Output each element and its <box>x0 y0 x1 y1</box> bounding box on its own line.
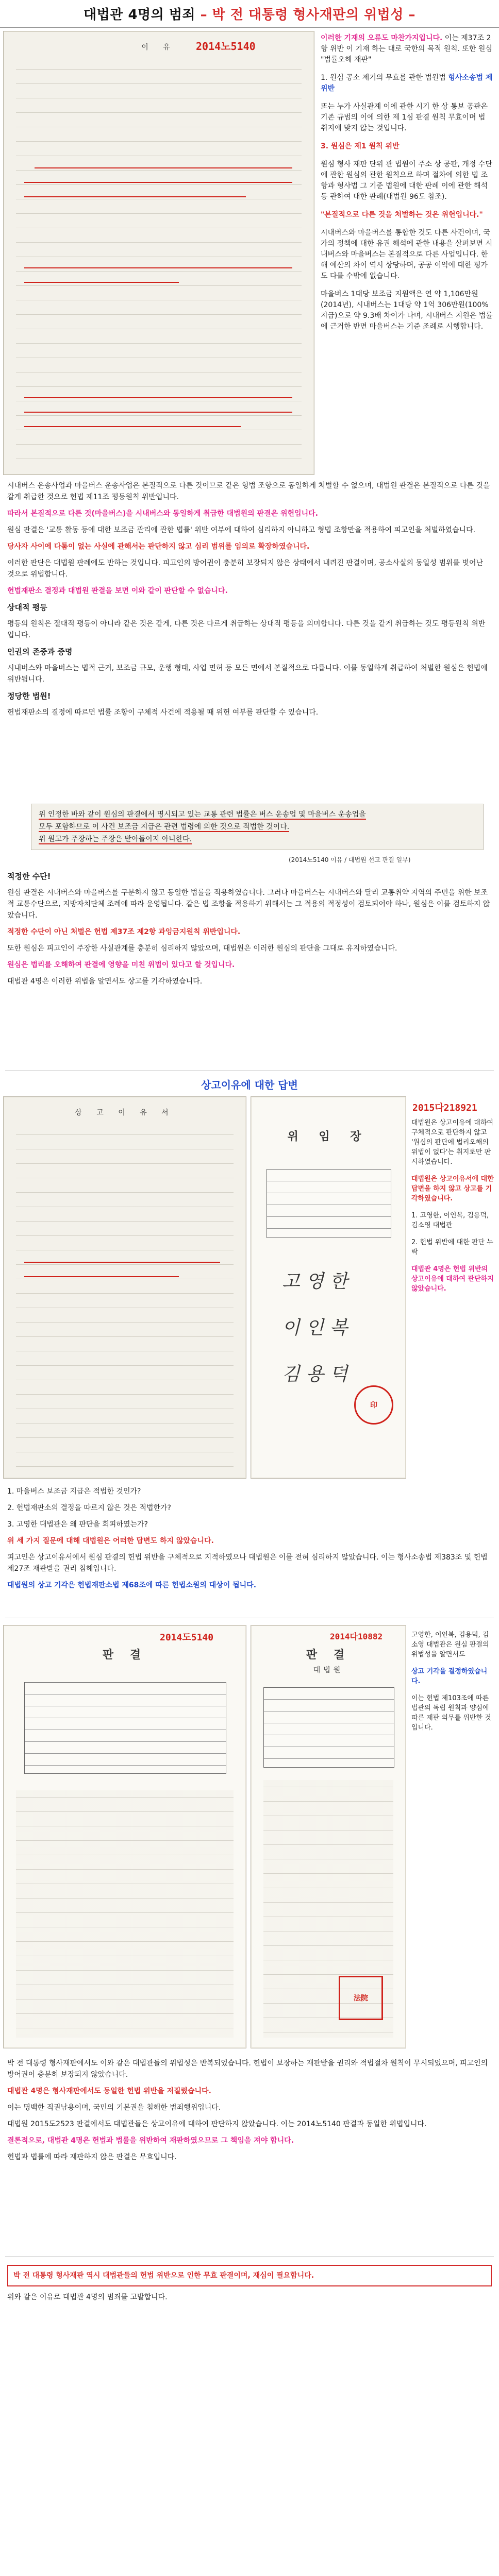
judgment-row <box>264 1711 394 1723</box>
para12-text2: 헌법과 법률에 따라 재판하지 않은 판결은 무효입니다. <box>7 2153 177 2161</box>
side-p1 <box>321 33 494 65</box>
quote-line-1: 위 인정한 바와 같이 원심의 판결에서 명시되고 있는 교통 관련 법률은 버스 운송업 및 마을버스 운송업을 <box>39 810 366 819</box>
side-column-1 <box>321 33 494 340</box>
para5-text: 시내버스와 마을버스는 법적 근거, 보조금 규모, 운행 형태, 사업 면허 등 모든 면에서 본질적으로 다릅니다. 이를 동일하게 취급하여 처벌한 원심은 헌법에 위반됩니다. <box>7 664 488 684</box>
judgment-row <box>264 1700 394 1711</box>
judgment-right-court: 대법원 <box>313 1666 344 1674</box>
judgment-row <box>264 1723 394 1735</box>
judgment-left-table <box>24 1682 226 1774</box>
judgment-row <box>25 1694 226 1706</box>
side-p4: 3. 원심은 제1 원칙 위반 <box>321 142 400 150</box>
para11-text: 박 전 대통령 형사재판에서도 이와 같은 대법관들의 위법성은 반복되었습니다. 헌법이 보장하는 재판받을 권리와 적법절차 원칙이 무시되었으며, 피고인의 방어권이 충분히 보장되지 않았습니다. <box>7 2059 488 2079</box>
footer-red-box: 박 전 대통령 형사재판 역시 대법관들의 헌법 위반으로 인한 무효 판결이며, 재심이 필요합니다. <box>7 2265 492 2286</box>
body-section-2 <box>7 871 492 992</box>
highlight-line-5 <box>24 282 179 283</box>
poa-table <box>267 1169 391 1238</box>
body-section-3 <box>7 1486 492 1596</box>
side-p1-pink: 이러한 기재의 오류도 마찬가지입니다. <box>321 34 443 42</box>
scanned-power-of-attorney <box>251 1096 406 1479</box>
poa-row <box>267 1181 391 1193</box>
highlight-line-8 <box>24 426 241 427</box>
highlight-line-7 <box>24 412 292 413</box>
judgment-row <box>25 1718 226 1730</box>
side3-blue: 상고 기각을 결정하였습니다. <box>411 1668 488 1685</box>
official-seal: 印 <box>354 1385 393 1425</box>
side2-red: 대법원은 상고이유서에 대한 답변을 하지 않고 상고를 기각하였습니다. <box>411 1175 494 1202</box>
court-stamp: 法院 <box>339 1976 383 2020</box>
footer-section <box>7 2265 492 2308</box>
judgment-right-table <box>263 1687 394 1768</box>
judgment-row <box>25 1730 226 1742</box>
para12-pink: 결론적으로, 대법관 4명은 헌법과 법률을 위반하여 재판하였으므로 그 책임을 져야 합니다. <box>7 2137 294 2145</box>
para2-red: 당사자 사이에 다툼이 없는 사실에 관해서는 판단하지 않고 심리 범위를 임의로 확장하였습니다. <box>7 543 310 551</box>
question-2: 2. 헌법재판소의 결정을 따르지 않은 것은 적법한가? <box>7 1504 171 1512</box>
poa-heading: 위 임 장 <box>287 1130 370 1143</box>
para1-text: 시내버스 운송사업과 마을버스 운송사업은 본질적으로 다른 것이므로 같은 형법 조항으로 동일하게 처벌할 수 없으며, 대법원 판결은 본질적으로 다른 것을 같게 취급한 것으로 헌법 제11조 평등원칙 위반입니다. <box>7 482 490 501</box>
para6-text: 헌법재판소의 결정에 따르면 법률 조항이 구체적 사건에 적용될 때 위헌 여부를 판단할 수 있습니다. <box>7 708 319 717</box>
appeal-highlight-2 <box>24 1276 179 1277</box>
highlight-line-4 <box>24 267 292 268</box>
quoted-ruling-box <box>31 804 484 850</box>
scan-text-lines <box>16 62 302 464</box>
judgment-row <box>264 1759 394 1770</box>
judgment-row <box>25 1706 226 1718</box>
poa-row <box>267 1193 391 1205</box>
side-p2-blue: 형사소송법 제 위반 <box>321 74 493 93</box>
appeal-brief-heading: 상 고 이 유 서 <box>75 1109 175 1117</box>
para8-text2: 대법관 4명은 이러한 위법을 알면서도 상고를 기각하였습니다. <box>7 977 203 986</box>
side-column-2 <box>411 1118 494 1301</box>
highlight-line-3 <box>24 196 246 197</box>
para11-text2: 이는 명백한 직권남용이며, 국민의 기본권을 침해한 범죄행위입니다. <box>7 2104 221 2112</box>
judgment-right-case: 2014다10882 <box>330 1632 383 1641</box>
side-p7: 마을버스 1대당 보조금 지원액은 연 약 1,106만원(2014년), 시내버스는 1대당 약 1억 306만원(100% 지급)으로 약 9.3배 차이가 나며, 시내버스 지원은 법률에 근거한 반면 마을버스는 기준 조례로 시행합니다. <box>321 290 493 331</box>
para8-pink: 원심은 법리를 오해하여 판결에 영향을 미친 위법이 있다고 할 것입니다. <box>7 961 235 969</box>
title-main: 대법관 4명의 범죄 <box>84 7 196 23</box>
poa-row <box>267 1229 391 1240</box>
para7-text: 원심 판결은 시내버스와 마을버스를 구분하지 않고 동일한 법률을 적용하였습니다. 그러나 마을버스는 시내버스와 달리 교통취약 지역의 주민을 위한 보조적 교통수단으로, 지방자치단체 조례에 따라 운영됩니다. 같은 법 조항을 적용하기 위해서는 그 적용의 적정성이 검토되어야 하나, 원심은 이를 검토하지 않았습니다. <box>7 889 490 920</box>
side2-pink: 대법관 4명은 헌법 위반의 상고이유에 대하여 판단하지 않았습니다. <box>411 1265 494 1293</box>
judgment-left-lines <box>16 1790 234 2038</box>
side-p5: 원심 형사 재판 단위 관 법원이 주소 상 공판, 개정 수단에 관한 원심의 관한 원칙으로 하며 절차에 의한 법 조항과 형사법 그 기준 법원에 대한 판례 이에 관한 해석 등 관하여 대한 판례(대법원 96도 참조). <box>321 160 492 201</box>
para10-blue: 대법원의 상고 기각은 헌법재판소법 제68조에 따른 헌법소원의 대상이 됩니다. <box>7 1581 257 1589</box>
side-p2 <box>321 73 494 94</box>
side-p6-heading: "본질적으로 다른 것을 처벌하는 것은 위헌입니다." <box>321 211 483 219</box>
highlight-line-6 <box>24 397 292 398</box>
quote-caption: (2014노5140 이유 / 대법원 선고 판결 일부) <box>289 856 411 863</box>
para6-heading: 정당한 법원! <box>7 691 51 701</box>
side3-p1: 고영한, 이인복, 김용덕, 김소영 대법관은 원심 판결의 위법성을 알면서도 <box>411 1631 489 1658</box>
side-p3: 또는 누가 사실관계 이에 관한 시기 한 상 통보 공판은 기존 규범의 이에 의한 제 1심 판결 원칙 무효이며 법 취지에 맞지 않는 것입니다. <box>321 103 488 132</box>
scanned-document-1 <box>3 31 314 475</box>
quote-line-3: 위 원고가 주장하는 주장은 받아들이지 아니한다. <box>39 835 192 843</box>
questions-red: 위 세 가지 질문에 대해 대법원은 어떠한 답변도 하지 않았습니다. <box>7 1537 214 1545</box>
side2-p1: 대법원은 상고이유에 대하여 구체적으로 판단하지 않고 '원심의 판단에 법리오해의 위법이 없다'는 취지로만 판시하였습니다. <box>411 1119 493 1166</box>
page-header <box>0 0 499 28</box>
handwritten-signature-2: 이 인 복 <box>282 1317 348 1338</box>
case-number-tag: 2014노5140 <box>196 40 256 53</box>
judgment-row <box>25 1766 226 1777</box>
question-3: 3. 고영한 대법관은 왜 판단을 회피하였는가? <box>7 1520 148 1529</box>
para3-pink: 헌법재판소 결정과 대법원 판결을 보면 이와 같이 판단할 수 없습니다. <box>7 587 228 595</box>
body-section-4 <box>7 2058 492 2168</box>
question-1: 1. 마을버스 보조금 지급은 적법한 것인가? <box>7 1487 141 1496</box>
poa-row <box>267 1217 391 1229</box>
judgment-left-case: 2014도5140 <box>160 1632 214 1643</box>
para4-heading: 상대적 평등 <box>7 603 47 612</box>
scanned-judgment-right <box>251 1625 406 2048</box>
quote-line-2: 모두 포함하므로 이 사건 보조금 지급은 관련 법령에 의한 것으로 적법한 것이다. <box>39 823 290 831</box>
judgment-row <box>25 1742 226 1754</box>
para4-text: 평등의 원칙은 절대적 평등이 아니라 같은 것은 같게, 다른 것은 다르게 취급하는 상대적 평등을 의미합니다. 다른 것을 같게 취급하는 것도 평등원칙 위반입니다. <box>7 620 486 639</box>
side3-p2: 이는 헌법 제103조에 따른 법관의 독립 원칙과 양심에 따른 재판 의무를 위반한 것입니다. <box>411 1694 491 1732</box>
handwritten-signature-3: 김 용 덕 <box>282 1364 348 1385</box>
para2-text: 원심 판결은 '교통 활동 등에 대한 보조금 관리에 관한 법률' 위반 여부에 대하여 심리하지 아니하고 형법 조항만을 적용하여 피고인을 처벌하였습니다. <box>7 526 476 534</box>
side-column-3 <box>411 1630 494 1740</box>
scan-heading: 이 유 <box>141 43 176 52</box>
section-title-appeal: 상고이유에 대한 답변 <box>201 1079 298 1091</box>
body-section-1 <box>7 480 492 723</box>
side2-p2: 1. 고영한, 이인복, 김용덕, 김소영 대법관 <box>411 1212 489 1229</box>
scanned-judgment-left <box>3 1625 246 2048</box>
page-title <box>84 4 415 23</box>
para8-text: 또한 원심은 피고인이 주장한 사실관계를 충분히 심리하지 않았으며, 대법원은 이러한 원심의 판단을 그대로 유지하였습니다. <box>7 944 397 953</box>
appeal-brief-lines <box>16 1128 234 1468</box>
para1-highlight: 따라서 본질적으로 다른 것(마을버스)을 시내버스와 동일하게 취급한 대법원의 판결은 위헌입니다. <box>7 510 318 518</box>
judgment-left-heading: 판 결 <box>102 1649 147 1662</box>
highlight-line-1 <box>35 167 292 168</box>
para12-text: 대법원 2015도2523 판결에서도 대법관들은 상고이유에 대하여 판단하지 않았습니다. 이는 2014노5140 판결과 동일한 위법입니다. <box>7 2120 427 2128</box>
highlight-line-2 <box>24 182 292 183</box>
poa-case-number: 2015다218921 <box>412 1103 477 1113</box>
poa-row <box>267 1170 391 1181</box>
footer-text: 위와 같은 이유로 대법관 4명의 범죄를 고발합니다. <box>7 2293 168 2301</box>
handwritten-signature-1: 고 영 한 <box>282 1271 348 1292</box>
judgment-row <box>264 1747 394 1759</box>
side2-p3: 2. 헌법 위반에 대한 판단 누락 <box>411 1239 493 1256</box>
para11-red: 대법관 4명은 형사재판에서도 동일한 헌법 위반을 저질렀습니다. <box>7 2087 211 2095</box>
judgment-row <box>264 1735 394 1747</box>
title-sub: – 박 전 대통령 형사재판의 위법성 – <box>200 7 415 23</box>
judgment-row <box>25 1754 226 1766</box>
para3-text: 이러한 판단은 대법원 판례에도 반하는 것입니다. 피고인의 방어권이 충분히 보장되지 않은 상태에서 내려진 판결이며, 공소사실의 동일성 범위를 벗어난 것으로 위법합니다. <box>7 559 484 579</box>
poa-row <box>267 1205 391 1217</box>
judgment-row <box>25 1683 226 1694</box>
para7-red: 적정한 수단이 아닌 처벌은 헌법 제37조 제2항 과잉금지원칙 위반입니다. <box>7 928 241 936</box>
para10-text: 피고인은 상고이유서에서 원심 판결의 헌법 위반을 구체적으로 지적하였으나 대법원은 이를 전혀 심리하지 않았습니다. 이는 형사소송법 제383조 및 헌법 제27조 재판받을 권리 침해입니다. <box>7 1553 488 1573</box>
para7-heading: 적정한 수단! <box>7 872 51 881</box>
side-p2-text: 1. 원심 공소 제기의 무효를 관한 법원법 <box>321 74 446 82</box>
scanned-appeal-brief <box>3 1096 246 1479</box>
judgment-row <box>264 1688 394 1700</box>
judgment-right-heading: 판 결 <box>306 1649 351 1662</box>
para5-heading: 인권의 존중과 증명 <box>7 647 73 656</box>
appeal-highlight-1 <box>24 1262 220 1263</box>
side-p6: 시내버스와 마을버스를 통합한 것도 다른 사건이며, 국가의 정책에 대한 유권 해석에 관한 내용을 살펴보면 시내버스와 마을버스는 본질적으로 다른 사업입니다. 한 해 예산의 차이 역시 상당하며, 공공 이익에 대한 평가도 다를 수밖에 없습니다. <box>321 229 493 280</box>
side-p1-text: 이는 제37조 2항 위반 이 기재 하는 대로 국한의 목적 원칙. 또한 원심 "법률오해 재판" <box>321 34 492 64</box>
